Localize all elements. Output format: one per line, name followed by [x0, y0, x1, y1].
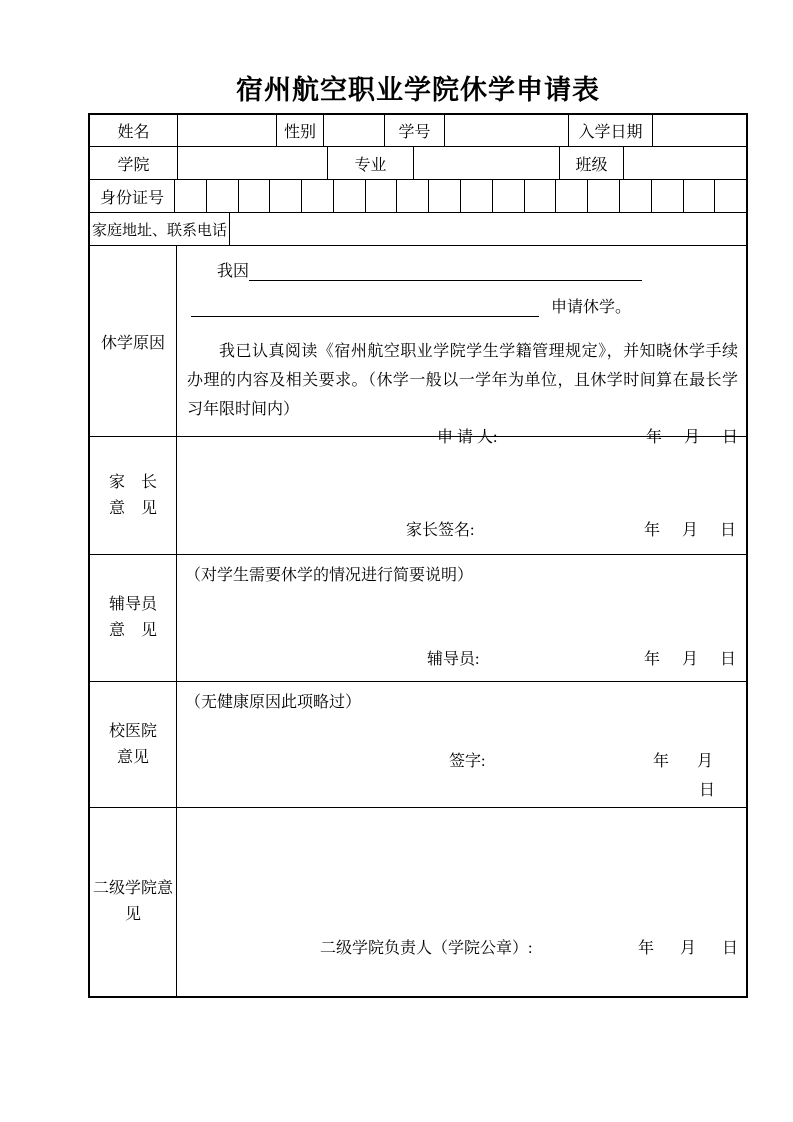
regulation-notice: 我已认真阅读《宿州航空职业学院学生学籍管理规定》，并知晓休学手续办理的内容及相关要求。（休学一般以一学年为单位，且休学时间算在最长学习年限时间内）: [187, 343, 738, 418]
form-title: 宿州航空职业学院休学申请表: [236, 75, 600, 105]
college-label: 学院: [90, 147, 178, 179]
hospital-opinion-label-line1: 校医院: [108, 722, 157, 740]
date-day: 日: [721, 940, 738, 957]
id-digit-cell: [270, 180, 302, 212]
row-basic-info-2: [90, 147, 746, 180]
row-hospital-opinion: [90, 682, 746, 808]
row-leave-reason: [90, 246, 746, 446]
secondary-college-label-line2: 见: [124, 906, 141, 923]
counselor-opinion-label: [90, 555, 177, 681]
spacer: [177, 585, 746, 646]
id-digit-cell: [429, 180, 461, 212]
student-no-value-cell: [445, 115, 569, 146]
address-phone-label: 家庭地址、联系电话: [90, 213, 230, 245]
date-year: 年: [643, 522, 660, 539]
id-digit-cell: [620, 180, 652, 212]
hospital-opinion-label-line2: 意见: [116, 748, 149, 766]
hospital-opinion-content: [177, 682, 746, 807]
secondary-college-opinion-label: [90, 808, 177, 996]
hospital-opinion-label: [90, 682, 177, 807]
row-basic-info-1: [90, 115, 746, 147]
id-digit-cell: [334, 180, 366, 212]
id-digit-cell: [366, 180, 398, 212]
reason-suffix: 申请休学。: [551, 299, 632, 316]
name-value-cell: [178, 115, 277, 146]
applicant-label: 申 请 人:: [437, 429, 498, 446]
id-digit-cell: [525, 180, 557, 212]
date-year: 年: [645, 429, 662, 446]
application-form-table: [88, 113, 748, 998]
class-value-cell: [624, 147, 746, 179]
major-label: 专业: [328, 147, 414, 179]
reason-blank-line-1: [217, 258, 642, 281]
class-label: 班级: [560, 147, 624, 179]
parent-sign-label: 家长签名:: [406, 522, 475, 539]
name-label: 姓名: [90, 115, 178, 146]
date-month: 月: [681, 522, 698, 539]
enroll-date-label: 入学日期: [569, 115, 653, 146]
college-value-cell: [178, 147, 328, 179]
row-address-phone: [90, 213, 746, 246]
id-digit-cell: [715, 180, 746, 212]
leave-reason-content: [177, 246, 746, 446]
row-secondary-college-opinion: [90, 808, 746, 996]
date-month: 月: [679, 940, 696, 957]
date-year: 年: [652, 753, 669, 770]
secondary-college-signature-line: [320, 935, 738, 958]
fill-line: [249, 262, 642, 281]
parent-opinion-content: [177, 437, 746, 554]
secondary-college-label-line1: 二级学院意: [92, 880, 173, 897]
date-group: [653, 748, 713, 771]
id-digit-cell: [493, 180, 525, 212]
id-digit-cell: [461, 180, 493, 212]
hospital-sign-label: 签字:: [449, 753, 486, 770]
id-digit-cell: [588, 180, 620, 212]
parent-opinion-label-line1: 家 长: [108, 473, 157, 491]
reason-prefix: 我因: [217, 263, 250, 280]
date-month: 月: [696, 753, 713, 770]
id-digit-cell: [239, 180, 271, 212]
id-digit-cell: [207, 180, 239, 212]
date-day: 日: [721, 429, 738, 446]
id-digit-cell: [684, 180, 716, 212]
secondary-college-content: [177, 808, 746, 996]
id-digit-cell: [397, 180, 429, 212]
gender-value-cell: [324, 115, 385, 146]
counselor-opinion-label-line2: 意 见: [108, 622, 157, 639]
date-year: 年: [643, 651, 660, 668]
date-year: 年: [637, 940, 654, 957]
date-month: 月: [681, 651, 698, 668]
date-day: 日: [719, 522, 736, 539]
id-digit-cell: [302, 180, 334, 212]
counselor-opinion-label-line1: 辅导员: [108, 596, 157, 613]
date-group: [638, 935, 738, 958]
major-value-cell: [414, 147, 560, 179]
gender-label: 性别: [277, 115, 324, 146]
fill-line: [191, 298, 539, 317]
secondary-college-sign-label: 二级学院负责人（学院公章）:: [320, 940, 533, 957]
address-phone-value-cell: [230, 213, 746, 245]
row-parent-opinion: [90, 437, 746, 555]
date-day: 日: [719, 651, 736, 668]
counselor-opinion-content: [177, 555, 746, 681]
id-digit-cell: [652, 180, 684, 212]
leave-reason-label: 休学原因: [90, 246, 177, 436]
row-id-number: [90, 180, 746, 213]
reason-blank-line-2: [179, 294, 746, 317]
counselor-signature-line: [427, 646, 736, 669]
parent-opinion-label: [90, 437, 177, 554]
id-digit-cell: [175, 180, 207, 212]
counselor-sign-label: 辅导员:: [427, 651, 480, 668]
date-group: [644, 646, 736, 669]
id-digit-cell: [556, 180, 588, 212]
date-month: 月: [683, 429, 700, 446]
hospital-signature-line: [449, 748, 713, 771]
parent-opinion-label-line2: 意 见: [108, 499, 157, 517]
row-counselor-opinion: [90, 555, 746, 682]
date-day: 日: [698, 782, 715, 799]
id-digit-cells: [175, 180, 746, 212]
enroll-date-value-cell: [653, 115, 746, 146]
id-number-label: 身份证号: [90, 180, 175, 212]
date-group: [644, 517, 736, 540]
counselor-note: （对学生需要休学的情况进行简要说明）: [185, 567, 474, 584]
parent-signature-line: [406, 517, 736, 540]
student-no-label: 学号: [385, 115, 445, 146]
hospital-note: （无健康原因此项略过）: [185, 694, 362, 711]
